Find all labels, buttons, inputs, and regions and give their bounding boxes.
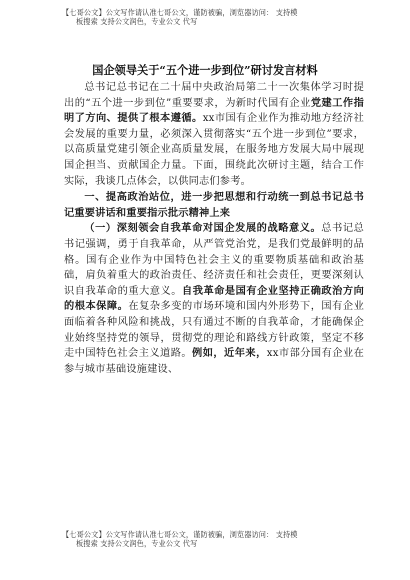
paragraph-intro bbox=[64, 80, 364, 189]
section-heading-1: 一、提高政治站位，进一步把思想和行动统一到总书记总书记重要讲话和重要指示批示精神上来 bbox=[64, 191, 364, 219]
subsection-heading: （一）深刻领会自我革命对国企发展的战略意义。 bbox=[84, 222, 322, 235]
watermark-note-bottom bbox=[62, 530, 392, 548]
paragraph-subsection-1 bbox=[64, 221, 364, 377]
watermark-line-2: 板搜索 支持公文润色，专业公文 代写 bbox=[76, 17, 198, 26]
document-body bbox=[64, 80, 364, 377]
subsection-bold-sentence: 自我革命是国有企业坚持正确政治方向的根本保障。 bbox=[64, 284, 365, 313]
subsection-tail: 在复杂多变的市场环境和国内外形势下，国有企业面临着各种风险和挑战，只有通过不断的自我革命，才能确保企业始终坚持党的领导，贯彻党的理论和路线方针政策，坚定不移走中国特色社会主义道路。 bbox=[64, 301, 364, 360]
watermark-line-2: 板搜索 支持公文润色，专业公文 代写 bbox=[76, 539, 198, 548]
watermark-note-top bbox=[62, 8, 392, 26]
intro-text-c: xx市国有企业作为推动地方经济社会发展的重要力量，必须深入贯彻落实“五个进一步到位”要求，以高质量党建引领企业高质量发展，在服务地方发展大局中展现国企担当、贡献国企力量。下面，围绕此次研讨主题，结合工作实际，我谈几点体会，以供同志们参考。 bbox=[64, 113, 364, 187]
example-lead: 例如，近年来， bbox=[192, 347, 267, 360]
intro-bold-text: 党建工作指明了方向、提供了根本遵循。 bbox=[64, 96, 364, 125]
document-title: 国企领导关于“五个进一步到位”研讨发言材料 bbox=[92, 63, 318, 77]
watermark-line-1: 【七哥公文】公文写作请认准七哥公文，谨防被骗，浏览器访问： 支持模 bbox=[62, 8, 298, 17]
example-text: xx市部分国有企业在参与城市基础设施建设、 bbox=[64, 348, 364, 375]
watermark-line-1: 【七哥公文】公文写作请认准七哥公文，谨防被骗，浏览器访问： 支持模 bbox=[62, 530, 298, 539]
subsection-text: 总书记总书记强调，勇于自我革命，从严管党治党，是我们党最鲜明的品格。国有企业作为中国特色社会主义的重要物质基础和政治基础，肩负着重大的政治责任、经济责任和社会责任，更要深刻认识自我革命的重大意义。 bbox=[64, 223, 364, 297]
intro-text-a: 总书记总书记在二十届中央政治局第二十一次集体学习时提出的“五个进一步到位”重要要求，为新时代国有企业 bbox=[64, 82, 364, 109]
